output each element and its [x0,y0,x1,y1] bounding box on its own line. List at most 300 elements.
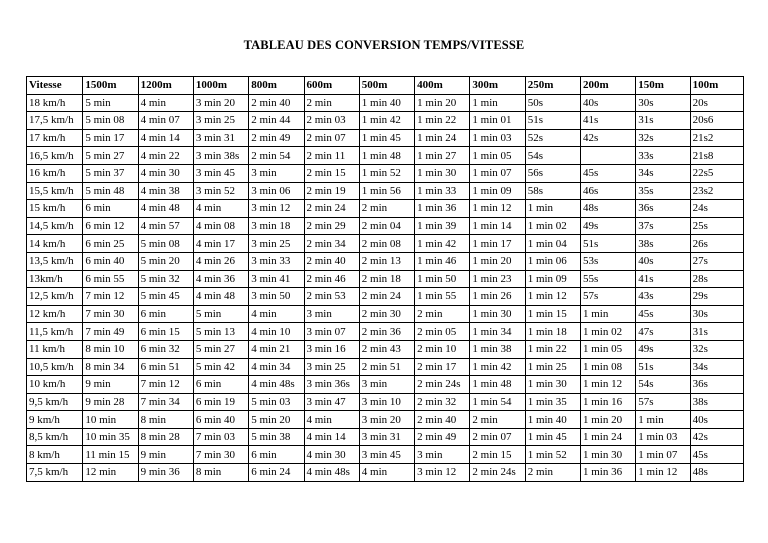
table-row [27,112,744,130]
header-speed: Vitesse [27,77,83,95]
time-cell: 4 min 08 [193,217,248,235]
time-cell: 4 min 30 [138,164,193,182]
time-cell: 2 min 07 [470,428,525,446]
time-cell: 3 min 12 [415,464,470,482]
time-cell: 46s [580,182,635,200]
table-row [27,376,744,394]
table-row [27,164,744,182]
speed-cell: 16,5 km/h [27,147,83,165]
time-cell: 1 min 48 [470,376,525,394]
time-cell: 8 min 10 [83,340,138,358]
time-cell: 7 min 03 [193,428,248,446]
time-cell: 1 min 07 [636,446,690,464]
table-row [27,411,744,429]
time-cell: 9 min [138,446,193,464]
time-cell: 1 min 12 [580,376,635,394]
time-cell: 5 min 08 [83,112,138,130]
time-cell: 10 min 35 [83,428,138,446]
time-cell: 1 min 30 [470,305,525,323]
time-cell: 2 min 43 [359,340,414,358]
time-cell: 53s [580,252,635,270]
time-cell: 1 min 38 [470,340,525,358]
time-cell: 4 min 48s [249,376,304,394]
time-cell: 1 min 20 [415,94,470,112]
time-cell: 50s [525,94,580,112]
time-cell: 3 min 52 [193,182,248,200]
table-row [27,446,744,464]
speed-cell: 8,5 km/h [27,428,83,446]
speed-cell: 14,5 km/h [27,217,83,235]
time-cell: 1 min [470,94,525,112]
table-row [27,305,744,323]
time-cell: 9 min 28 [83,393,138,411]
time-cell: 47s [636,323,690,341]
time-cell: 3 min [415,446,470,464]
time-cell: 1 min 18 [525,323,580,341]
time-cell: 3 min 36s [304,376,359,394]
header-distance: 400m [415,77,470,95]
time-cell: 2 min 03 [304,112,359,130]
time-cell: 45s [690,446,743,464]
time-cell: 21s2 [690,129,743,147]
header-distance: 300m [470,77,525,95]
time-cell: 2 min 51 [359,358,414,376]
time-cell: 2 min 17 [415,358,470,376]
conversion-table [26,76,744,482]
header-distance: 1000m [193,77,248,95]
time-cell: 1 min 17 [470,235,525,253]
time-cell: 1 min 20 [580,411,635,429]
time-cell: 3 min 25 [304,358,359,376]
time-cell: 54s [525,147,580,165]
speed-cell: 17,5 km/h [27,112,83,130]
time-cell: 2 min 53 [304,288,359,306]
speed-cell: 12,5 km/h [27,288,83,306]
time-cell: 3 min 16 [304,340,359,358]
time-cell: 5 min 48 [83,182,138,200]
page-title: TABLEAU DES CONVERSION TEMPS/VITESSE [243,38,525,52]
time-cell: 3 min 20 [193,94,248,112]
time-cell: 1 min 07 [470,164,525,182]
time-cell: 38s [690,393,743,411]
time-cell: 43s [636,288,690,306]
header-distance: 100m [690,77,743,95]
time-cell: 2 min 13 [359,252,414,270]
speed-cell: 11,5 km/h [27,323,83,341]
header-row [27,77,744,95]
time-cell: 2 min 32 [415,393,470,411]
time-cell: 1 min 24 [580,428,635,446]
time-cell [580,147,635,165]
time-cell: 2 min [304,94,359,112]
time-cell: 57s [580,288,635,306]
time-cell: 2 min 07 [304,129,359,147]
time-cell: 1 min 30 [525,376,580,394]
time-cell: 4 min 26 [193,252,248,270]
time-cell: 4 min 57 [138,217,193,235]
time-cell: 5 min 17 [83,129,138,147]
header-distance: 800m [249,77,304,95]
time-cell: 51s [525,112,580,130]
time-cell: 1 min 26 [470,288,525,306]
time-cell: 31s [636,112,690,130]
table-row [27,340,744,358]
speed-cell: 10 km/h [27,376,83,394]
time-cell: 1 min 40 [525,411,580,429]
time-cell: 2 min 05 [415,323,470,341]
table-row [27,358,744,376]
time-cell: 2 min 29 [304,217,359,235]
time-cell: 1 min 09 [525,270,580,288]
time-cell: 2 min 24s [470,464,525,482]
time-cell: 5 min 42 [193,358,248,376]
time-cell: 1 min 03 [470,129,525,147]
header-distance: 1500m [83,77,138,95]
time-cell: 2 min 54 [249,147,304,165]
time-cell: 41s [580,112,635,130]
time-cell: 3 min 31 [359,428,414,446]
time-cell: 1 min 25 [525,358,580,376]
time-cell: 4 min 38 [138,182,193,200]
time-cell: 1 min [580,305,635,323]
time-cell: 5 min 20 [138,252,193,270]
time-cell: 35s [636,182,690,200]
time-cell: 6 min [249,446,304,464]
time-cell: 2 min 30 [359,305,414,323]
time-cell: 51s [636,358,690,376]
time-cell: 23s2 [690,182,743,200]
time-cell: 6 min 12 [83,217,138,235]
time-cell: 3 min 47 [304,393,359,411]
header-distance: 600m [304,77,359,95]
speed-cell: 17 km/h [27,129,83,147]
time-cell: 40s [636,252,690,270]
time-cell: 2 min 24 [304,200,359,218]
time-cell: 6 min 40 [193,411,248,429]
time-cell: 4 min 14 [304,428,359,446]
time-cell: 3 min 31 [193,129,248,147]
time-cell: 52s [525,129,580,147]
time-cell: 37s [636,217,690,235]
time-cell: 1 min 46 [415,252,470,270]
time-cell: 4 min [193,200,248,218]
time-cell: 55s [580,270,635,288]
time-cell: 3 min 33 [249,252,304,270]
table-row [27,323,744,341]
time-cell: 3 min 45 [193,164,248,182]
time-cell: 1 min 24 [415,129,470,147]
time-cell: 4 min [304,411,359,429]
time-cell: 2 min 40 [249,94,304,112]
time-cell: 45s [580,164,635,182]
time-cell: 4 min 21 [249,340,304,358]
time-cell: 42s [690,428,743,446]
time-cell: 32s [690,340,743,358]
header-distance: 200m [580,77,635,95]
speed-cell: 9,5 km/h [27,393,83,411]
time-cell: 38s [636,235,690,253]
time-cell: 4 min 14 [138,129,193,147]
time-cell: 3 min 41 [249,270,304,288]
time-cell: 1 min 02 [525,217,580,235]
table-row [27,94,744,112]
time-cell: 41s [636,270,690,288]
time-cell: 2 min [470,411,525,429]
time-cell: 7 min 30 [193,446,248,464]
time-cell: 2 min 04 [359,217,414,235]
time-cell: 30s [690,305,743,323]
speed-cell: 10,5 km/h [27,358,83,376]
time-cell: 32s [636,129,690,147]
table-row [27,217,744,235]
time-cell: 5 min 37 [83,164,138,182]
speed-cell: 18 km/h [27,94,83,112]
time-cell: 1 min 45 [525,428,580,446]
time-cell: 5 min 20 [249,411,304,429]
time-cell: 5 min 13 [193,323,248,341]
time-cell: 2 min 15 [470,446,525,464]
time-cell: 7 min 34 [138,393,193,411]
time-cell: 12 min [83,464,138,482]
time-cell: 4 min 36 [193,270,248,288]
time-cell: 36s [636,200,690,218]
time-cell: 1 min 52 [525,446,580,464]
time-cell: 2 min 34 [304,235,359,253]
time-cell: 42s [580,129,635,147]
time-cell: 6 min 15 [138,323,193,341]
time-cell: 29s [690,288,743,306]
time-cell: 40s [690,411,743,429]
time-cell: 34s [690,358,743,376]
time-cell: 5 min 08 [138,235,193,253]
table-row [27,182,744,200]
time-cell: 4 min 17 [193,235,248,253]
speed-cell: 16 km/h [27,164,83,182]
time-cell: 2 min 11 [304,147,359,165]
time-cell: 45s [636,305,690,323]
time-cell: 3 min 06 [249,182,304,200]
time-cell: 2 min 24s [415,376,470,394]
time-cell: 4 min 10 [249,323,304,341]
time-cell: 6 min 51 [138,358,193,376]
time-cell: 1 min 36 [415,200,470,218]
time-cell: 6 min 25 [83,235,138,253]
time-cell: 2 min 10 [415,340,470,358]
table-row [27,235,744,253]
time-cell: 6 min [193,376,248,394]
time-cell: 2 min [525,464,580,482]
time-cell: 1 min 42 [359,112,414,130]
time-cell: 1 min 12 [470,200,525,218]
time-cell: 22s5 [690,164,743,182]
time-cell: 7 min 30 [83,305,138,323]
time-cell: 1 min 03 [636,428,690,446]
time-cell: 1 min 33 [415,182,470,200]
time-cell: 27s [690,252,743,270]
time-cell: 2 min [415,305,470,323]
time-cell: 21s8 [690,147,743,165]
time-cell: 26s [690,235,743,253]
time-cell: 3 min [304,305,359,323]
time-cell: 1 min 36 [580,464,635,482]
time-cell: 57s [636,393,690,411]
time-cell: 4 min 48 [193,288,248,306]
time-cell: 1 min 01 [470,112,525,130]
time-cell: 4 min 48 [138,200,193,218]
time-cell: 5 min [83,94,138,112]
time-cell: 5 min 32 [138,270,193,288]
time-cell: 33s [636,147,690,165]
time-cell: 10 min [83,411,138,429]
time-cell: 3 min [249,164,304,182]
time-cell: 1 min [636,411,690,429]
time-cell: 49s [636,340,690,358]
table-row [27,200,744,218]
header-distance: 150m [636,77,690,95]
time-cell: 5 min 03 [249,393,304,411]
speed-cell: 13km/h [27,270,83,288]
time-cell: 1 min 39 [415,217,470,235]
time-cell: 49s [580,217,635,235]
time-cell: 2 min 19 [304,182,359,200]
time-cell: 34s [636,164,690,182]
speed-cell: 7,5 km/h [27,464,83,482]
time-cell: 4 min 30 [304,446,359,464]
time-cell: 56s [525,164,580,182]
time-cell: 1 min 02 [580,323,635,341]
time-cell: 1 min 56 [359,182,414,200]
time-cell: 3 min 07 [304,323,359,341]
time-cell: 1 min 16 [580,393,635,411]
time-cell: 2 min 24 [359,288,414,306]
table-body [27,94,744,481]
header-distance: 1200m [138,77,193,95]
time-cell: 2 min 15 [304,164,359,182]
speed-cell: 15 km/h [27,200,83,218]
time-cell: 6 min 24 [249,464,304,482]
time-cell: 1 min 42 [470,358,525,376]
time-cell: 1 min 35 [525,393,580,411]
time-cell: 8 min [138,411,193,429]
time-cell: 4 min 22 [138,147,193,165]
time-cell: 2 min 40 [415,411,470,429]
time-cell: 1 min 05 [470,147,525,165]
time-cell: 1 min 12 [636,464,690,482]
time-cell: 1 min 30 [415,164,470,182]
time-cell: 8 min [193,464,248,482]
time-cell: 1 min 22 [415,112,470,130]
time-cell: 3 min 25 [249,235,304,253]
time-cell: 5 min 27 [193,340,248,358]
time-cell: 1 min 45 [359,129,414,147]
time-cell: 25s [690,217,743,235]
speed-cell: 11 km/h [27,340,83,358]
time-cell: 6 min 40 [83,252,138,270]
time-cell: 58s [525,182,580,200]
time-cell: 1 min 23 [470,270,525,288]
time-cell: 36s [690,376,743,394]
time-cell: 54s [636,376,690,394]
time-cell: 11 min 15 [83,446,138,464]
table-row [27,147,744,165]
table-row [27,428,744,446]
table-header [27,77,744,95]
speed-cell: 8 km/h [27,446,83,464]
time-cell: 1 min 08 [580,358,635,376]
time-cell: 3 min 25 [193,112,248,130]
speed-cell: 13,5 km/h [27,252,83,270]
time-cell: 3 min 38s [193,147,248,165]
speed-cell: 12 km/h [27,305,83,323]
time-cell: 1 min 27 [415,147,470,165]
time-cell: 5 min 45 [138,288,193,306]
time-cell: 5 min 27 [83,147,138,165]
table-row [27,252,744,270]
time-cell: 6 min 32 [138,340,193,358]
table-row [27,288,744,306]
time-cell: 2 min 40 [304,252,359,270]
time-cell: 2 min 44 [249,112,304,130]
time-cell: 3 min 10 [359,393,414,411]
time-cell: 1 min 22 [525,340,580,358]
time-cell: 1 min [525,200,580,218]
time-cell: 1 min 15 [525,305,580,323]
time-cell: 4 min [359,464,414,482]
time-cell: 1 min 50 [415,270,470,288]
time-cell: 7 min 49 [83,323,138,341]
time-cell: 3 min 20 [359,411,414,429]
time-cell: 3 min 45 [359,446,414,464]
time-cell: 1 min 20 [470,252,525,270]
time-cell: 2 min 08 [359,235,414,253]
time-cell: 6 min 55 [83,270,138,288]
time-cell: 1 min 55 [415,288,470,306]
time-cell: 2 min 46 [304,270,359,288]
time-cell: 1 min 04 [525,235,580,253]
time-cell: 6 min [83,200,138,218]
time-cell: 3 min 50 [249,288,304,306]
time-cell: 7 min 12 [138,376,193,394]
time-cell: 51s [580,235,635,253]
time-cell: 3 min [359,376,414,394]
time-cell: 1 min 09 [470,182,525,200]
speed-cell: 15,5 km/h [27,182,83,200]
time-cell: 2 min 36 [359,323,414,341]
time-cell: 1 min 14 [470,217,525,235]
time-cell: 9 min 36 [138,464,193,482]
time-cell: 4 min 34 [249,358,304,376]
time-cell: 2 min 49 [415,428,470,446]
time-cell: 4 min [249,305,304,323]
time-cell: 1 min 30 [580,446,635,464]
time-cell: 28s [690,270,743,288]
table-row [27,129,744,147]
time-cell: 20s6 [690,112,743,130]
time-cell: 6 min 19 [193,393,248,411]
time-cell: 4 min [138,94,193,112]
table-row [27,393,744,411]
time-cell: 5 min 38 [249,428,304,446]
time-cell: 1 min 48 [359,147,414,165]
time-cell: 1 min 06 [525,252,580,270]
header-distance: 500m [359,77,414,95]
speed-cell: 9 km/h [27,411,83,429]
time-cell: 2 min 49 [249,129,304,147]
time-cell: 1 min 12 [525,288,580,306]
time-cell: 2 min 18 [359,270,414,288]
time-cell: 7 min 12 [83,288,138,306]
time-cell: 1 min 54 [470,393,525,411]
